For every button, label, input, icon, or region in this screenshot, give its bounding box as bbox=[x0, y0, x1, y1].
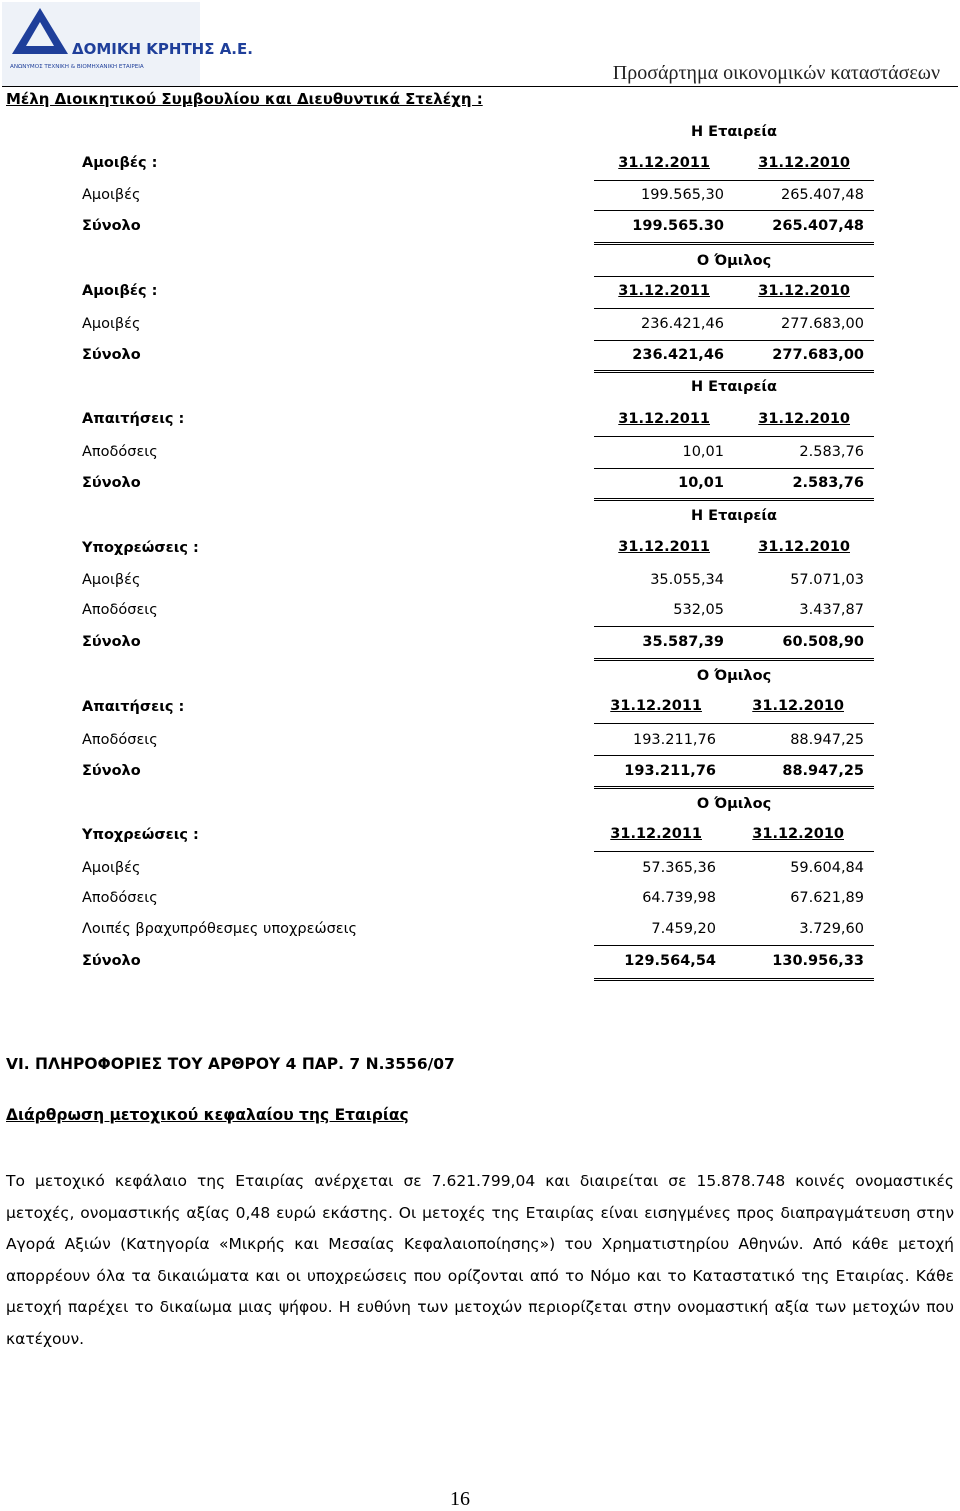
row-label: Αποδόσεις bbox=[82, 444, 158, 460]
total-label: Σύνολο bbox=[82, 347, 141, 363]
total-double-rule bbox=[594, 786, 874, 789]
table-heading: Υποχρεώσεις : bbox=[82, 540, 199, 556]
section-title: Μέλη Διοικητικού Συμβουλίου και Διευθυντικά Στελέχη : bbox=[6, 90, 483, 108]
table-rule bbox=[594, 851, 874, 852]
table-heading: Απαιτήσεις : bbox=[82, 411, 185, 427]
total-value-2011: 129.564,54 bbox=[624, 953, 716, 969]
col-header-2011: 31.12.2011 bbox=[618, 411, 710, 427]
row-label: Λοιπές βραχυπρόθεσμες υποχρεώσεις bbox=[82, 921, 358, 937]
total-double-rule bbox=[594, 370, 874, 373]
table-rule bbox=[594, 276, 874, 277]
col-header-2010: 31.12.2010 bbox=[752, 698, 844, 714]
table-rule bbox=[594, 755, 874, 756]
row-value-2011: 35.055,34 bbox=[650, 572, 724, 588]
total-label: Σύνολο bbox=[82, 763, 141, 779]
col-header-2011: 31.12.2011 bbox=[610, 826, 702, 842]
row-value-2010: 88.947,25 bbox=[790, 732, 864, 748]
col-header-2011: 31.12.2011 bbox=[618, 155, 710, 171]
total-value-2010: 60.508,90 bbox=[782, 634, 864, 650]
total-value-2011: 35.587,39 bbox=[642, 634, 724, 650]
table-rule bbox=[594, 626, 874, 627]
table-heading: Υποχρεώσεις : bbox=[82, 827, 199, 843]
total-value-2010: 88.947,25 bbox=[782, 763, 864, 779]
table-rule bbox=[594, 180, 874, 181]
page-number: 16 bbox=[450, 1488, 470, 1510]
row-value-2011: 57.365,36 bbox=[642, 860, 716, 876]
total-double-rule bbox=[594, 978, 874, 981]
col-header-2010: 31.12.2010 bbox=[758, 283, 850, 299]
total-double-rule bbox=[594, 658, 874, 661]
col-header-2010: 31.12.2010 bbox=[758, 411, 850, 427]
total-value-2010: 277.683,00 bbox=[772, 347, 864, 363]
row-value-2011: 199.565,30 bbox=[640, 187, 724, 203]
total-label: Σύνολο bbox=[82, 475, 141, 491]
row-label: Αμοιβές bbox=[82, 316, 141, 332]
table-rule bbox=[594, 340, 874, 341]
section-vi-heading: VI. ΠΛΗΡΟΦΟΡΙΕΣ ΤΟΥ ΑΡΘΡΟΥ 4 ΠΑΡ. 7 Ν.3556/07 bbox=[6, 1055, 455, 1073]
table-rule bbox=[594, 210, 874, 211]
row-value-2010: 265.407,48 bbox=[780, 187, 864, 203]
row-value-2010: 2.583,76 bbox=[799, 444, 864, 460]
row-value-2011: 532,05 bbox=[673, 602, 724, 618]
row-value-2010: 57.071,03 bbox=[790, 572, 864, 588]
table-entity: Η Εταιρεία bbox=[690, 379, 778, 395]
row-value-2011: 236.421,46 bbox=[640, 316, 724, 332]
row-value-2011: 64.739,98 bbox=[642, 890, 716, 906]
logo-subtext: ΑΝΩΝΥΜΟΣ ΤΕΧΝΙΚΗ & ΒΙΟΜΗΧΑΝΙΚΗ ΕΤΑΙΡΕΙΑ bbox=[10, 64, 144, 70]
col-header-2010: 31.12.2010 bbox=[758, 539, 850, 555]
table-rule bbox=[594, 723, 874, 724]
total-label: Σύνολο bbox=[82, 953, 141, 969]
row-label: Αποδόσεις bbox=[82, 890, 158, 906]
total-value-2010: 130.956,33 bbox=[772, 953, 864, 969]
row-value-2011: 193.211,76 bbox=[632, 732, 716, 748]
row-label: Αμοιβές bbox=[82, 572, 141, 588]
table-entity: Ο Όμιλος bbox=[696, 668, 772, 684]
logo-wordmark: ΔΟΜΙΚΗ ΚΡΗΤΗΣ Α.Ε. bbox=[72, 40, 253, 58]
share-capital-subtitle: Διάρθρωση μετοχικού κεφαλαίου της Εταιρίας bbox=[6, 1106, 409, 1124]
total-label: Σύνολο bbox=[82, 218, 141, 234]
table-heading: Αμοιβές : bbox=[82, 283, 158, 299]
total-label: Σύνολο bbox=[82, 634, 141, 650]
row-value-2010: 3.729,60 bbox=[799, 921, 864, 937]
company-logo bbox=[2, 2, 253, 86]
row-value-2010: 59.604,84 bbox=[790, 860, 864, 876]
total-value-2010: 2.583,76 bbox=[792, 475, 864, 491]
table-entity: Ο Όμιλος bbox=[696, 253, 772, 269]
row-label: Αμοιβές bbox=[82, 187, 141, 203]
total-value-2011: 193.211,76 bbox=[624, 763, 716, 779]
col-header-2010: 31.12.2010 bbox=[752, 826, 844, 842]
total-double-rule bbox=[594, 498, 874, 501]
table-heading: Απαιτήσεις : bbox=[82, 699, 185, 715]
col-header-2010: 31.12.2010 bbox=[758, 155, 850, 171]
table-rule bbox=[594, 945, 874, 946]
table-entity: Η Εταιρεία bbox=[690, 124, 778, 140]
total-value-2011: 236.421,46 bbox=[632, 347, 724, 363]
col-header-2011: 31.12.2011 bbox=[610, 698, 702, 714]
document-title: Προσάρτημα οικονομικών καταστάσεων bbox=[612, 62, 940, 84]
header-divider bbox=[2, 86, 958, 87]
total-value-2011: 10,01 bbox=[678, 475, 724, 491]
row-label: Αμοιβές bbox=[82, 860, 141, 876]
row-value-2011: 10,01 bbox=[682, 444, 724, 460]
total-double-rule bbox=[594, 242, 874, 245]
total-value-2010: 265.407,48 bbox=[772, 218, 864, 234]
row-value-2010: 67.621,89 bbox=[790, 890, 864, 906]
row-value-2011: 7.459,20 bbox=[651, 921, 716, 937]
table-heading: Αμοιβές : bbox=[82, 155, 158, 171]
table-rule bbox=[594, 308, 874, 309]
table-entity: Η Εταιρεία bbox=[690, 508, 778, 524]
row-label: Αποδόσεις bbox=[82, 732, 158, 748]
col-header-2011: 31.12.2011 bbox=[618, 539, 710, 555]
total-value-2011: 199.565.30 bbox=[632, 218, 724, 234]
table-rule bbox=[594, 468, 874, 469]
row-label: Αποδόσεις bbox=[82, 602, 158, 618]
col-header-2011: 31.12.2011 bbox=[618, 283, 710, 299]
table-entity: Ο Όμιλος bbox=[696, 796, 772, 812]
table-rule bbox=[594, 436, 874, 437]
row-value-2010: 277.683,00 bbox=[780, 316, 864, 332]
row-value-2010: 3.437,87 bbox=[799, 602, 864, 618]
share-capital-paragraph: Το μετοχικό κεφάλαιο της Εταιρίας ανέρχεται σε 7.621.799,04 και διαιρείται σε 15.878.748 κοινές ονομαστικές μετοχές, ονομαστικής αξίας 0,48 ευρώ εκάστης. Οι μετοχές της Εταιρίας είναι εισηγμένες προς διαπραγμάτευση στην Αγορά Αξιών (Κατηγορία «Μικρής και Μεσαίας Κεφαλαιοποίησης») του Χρηματιστηρίου Αθηνών. Από κάθε μετοχή απορρέουν όλα τα δικαιώματα και οι υποχρεώσεις που ορίζονται από το Νόμο και το Καταστατικό της Εταιρίας. Κάθε μετοχή παρέχει το δικαίωμα μιας ψήφου. Η ευθύνη των μετοχών περιορίζεται στην ονομαστική αξία των μετοχών που κατέχουν. bbox=[6, 1172, 954, 1348]
